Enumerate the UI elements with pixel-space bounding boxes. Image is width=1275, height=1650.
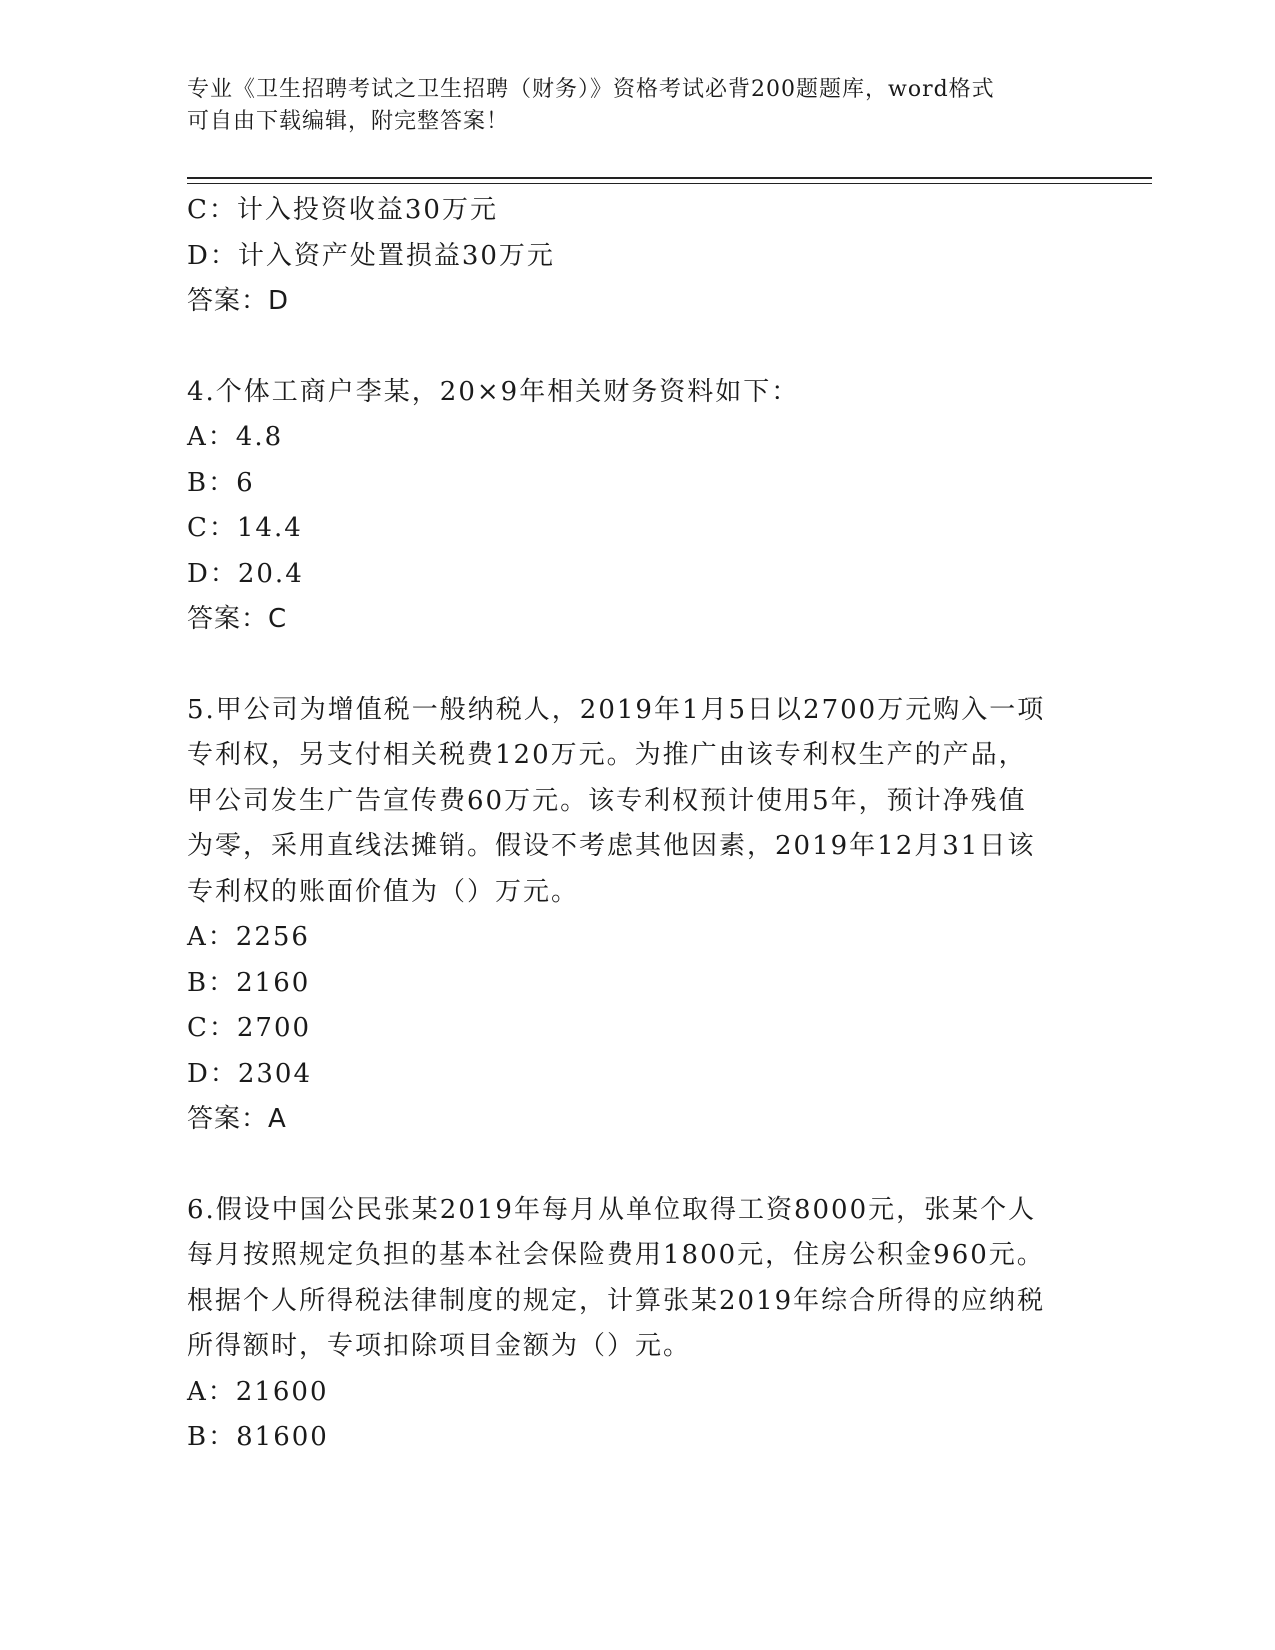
question-3-tail [187, 188, 1087, 325]
document-body [187, 188, 1087, 1461]
header-title-line1: 专业《卫生招聘考试之卫生招聘（财务）》资格考试必背200题题库，word格式 [187, 77, 995, 102]
q6-stem-line: 所得额时，专项扣除项目金额为（）元。 [187, 1331, 692, 1361]
q4-stem: 4.个体工商户李某，20×9年相关财务资料如下： [187, 376, 800, 407]
q5-stem-line: 甲公司发生广告宣传费60万元。该专利权预计使用5年，预计净残值 [187, 785, 1027, 816]
q4-answer: 答案：C [187, 604, 288, 634]
q5-option-d: D：2304 [187, 1058, 313, 1089]
q5-stem-line: 5.甲公司为增值税一般纳税人，2019年1月5日以2700万元购入一项 [187, 694, 1046, 725]
q6-stem-line: 每月按照规定负担的基本社会保险费用1800元，住房公积金960元。 [187, 1240, 1045, 1270]
q5-option-a: A：2256 [187, 922, 310, 952]
header-title-line2: 可自由下载编辑，附完整答案！ [187, 109, 510, 134]
question-6 [187, 1188, 1087, 1461]
q5-answer: 答案：A [187, 1104, 287, 1134]
document-header [187, 74, 1067, 138]
question-4 [187, 370, 1087, 643]
q6-stem-line: 根据个人所得税法律制度的规定，计算张某2019年综合所得的应纳税 [187, 1285, 1046, 1316]
q5-stem-line: 为零，采用直线法摊销。假设不考虑其他因素，2019年12月31日该 [187, 831, 1036, 861]
q3-answer: 答案：D [187, 286, 290, 316]
q4-option-c: C：14.4 [187, 513, 303, 543]
header-divider-thin [187, 183, 1152, 184]
question-5 [187, 688, 1087, 1143]
q4-option-d: D：20.4 [187, 558, 304, 589]
q5-option-b: B：2160 [187, 967, 311, 998]
header-divider-thick [187, 177, 1152, 179]
q6-option-b: B：81600 [187, 1422, 329, 1452]
q6-stem-line: 6.假设中国公民张某2019年每月从单位取得工资8000元，张某个人 [187, 1194, 1037, 1225]
q5-stem-line: 专利权的账面价值为（）万元。 [187, 876, 580, 907]
q4-option-a: A：4.8 [187, 422, 284, 452]
q5-stem-line: 专利权，另支付相关税费120万元。为推广由该专利权生产的产品， [187, 740, 1027, 770]
q6-option-a: A：21600 [187, 1376, 329, 1407]
q5-option-c: C：2700 [187, 1013, 312, 1043]
q3-option-c: C：计入投资收益30万元 [187, 195, 498, 225]
q4-option-b: B：6 [187, 467, 255, 498]
q3-option-d: D：计入资产处置损益30万元 [187, 240, 555, 271]
